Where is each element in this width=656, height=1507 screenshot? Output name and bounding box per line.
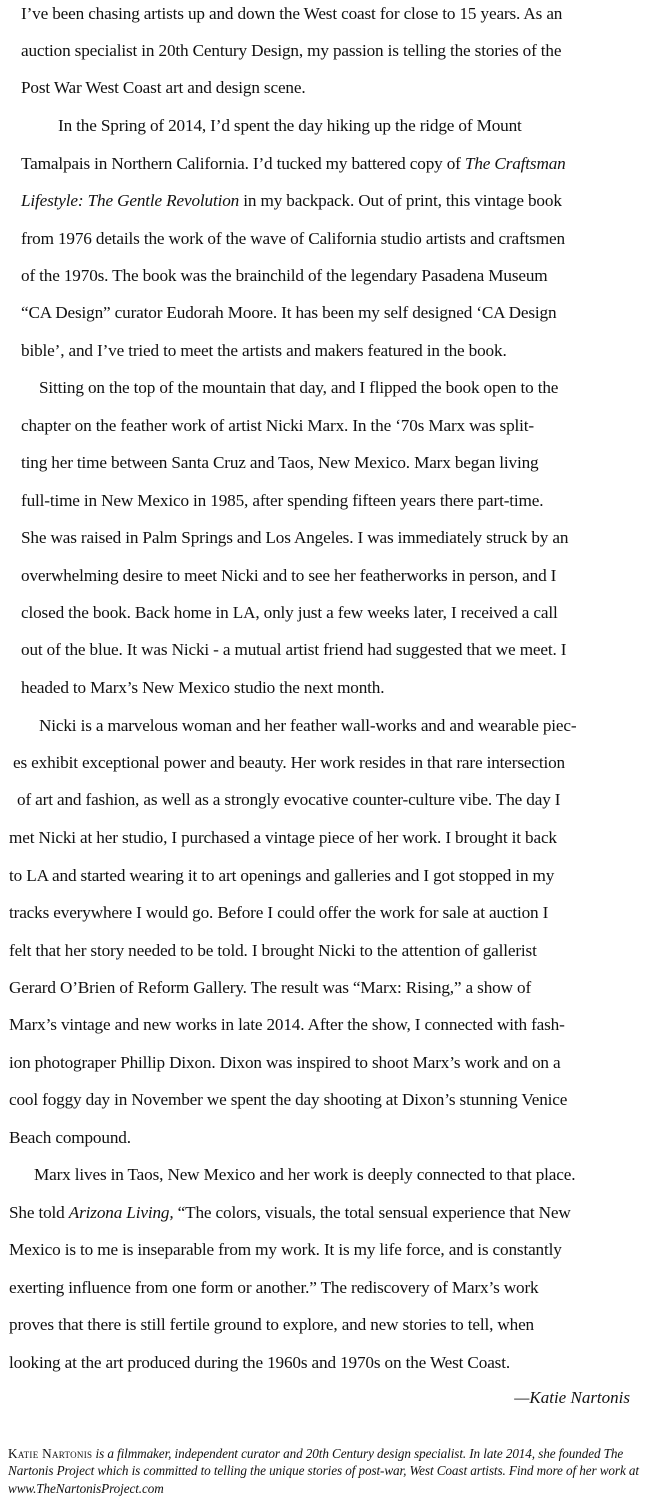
article-text: Tamalpais in Northern California. I’d tucked my battered copy of [21, 154, 461, 173]
article-line: In the Spring of 2014, I’d spent the day hiking up the ridge of Mount [58, 116, 522, 135]
article-line: Post War West Coast art and design scene. [21, 78, 306, 97]
article-line: I’ve been chasing artists up and down the West coast for close to 15 years. As an [21, 4, 563, 23]
article-line [21, 154, 566, 174]
book-title: The Craftsman [464, 154, 566, 173]
article-line: Marx’s vintage and new works in late 2014. After the show, I connected with fash- [9, 1015, 565, 1034]
article-line: tracks everywhere I would go. Before I could offer the work for sale at auction I [9, 903, 549, 922]
author-bio-text: is a filmmaker, independent curator and 20th Century design specialist. In late 2014, she founded The Nartonis Project which is committed to telling the unique stories of post-war, West Coast artists. Find more of her work at www.TheNartonisProject.com [8, 1446, 639, 1496]
article-line: closed the book. Back home in LA, only just a few weeks later, I received a call [21, 603, 558, 622]
article-line: chapter on the feather work of artist Nicki Marx. In the ‘70s Marx was split- [21, 416, 534, 435]
article-line: bible’, and I’ve tried to meet the artists and makers featured in the book. [21, 341, 507, 360]
article-line: exerting influence from one form or another.” The rediscovery of Marx’s work [9, 1278, 539, 1297]
article-line: ting her time between Santa Cruz and Taos, New Mexico. Marx began living [21, 453, 539, 472]
article-line: She was raised in Palm Springs and Los Angeles. I was immediately struck by an [21, 528, 569, 547]
article-text: “The colors, visuals, the total sensual experience that New [177, 1203, 571, 1222]
article-text: in my backpack. Out of print, this vintage book [243, 191, 562, 210]
article-line: cool foggy day in November we spent the day shooting at Dixon’s stunning Venice [9, 1090, 568, 1109]
article-line: overwhelming desire to meet Nicki and to see her featherworks in person, and I [21, 566, 557, 585]
article-line: auction specialist in 20th Century Design, my passion is telling the stories of the [21, 41, 562, 60]
article-line: “CA Design” curator Eudorah Moore. It has been my self designed ‘CA Design [21, 303, 557, 322]
article-line: of the 1970s. The book was the brainchild of the legendary Pasadena Museum [21, 266, 548, 285]
author-name: Katie Nartonis [8, 1446, 93, 1461]
article-line: to LA and started wearing it to art openings and galleries and I got stopped in my [9, 866, 555, 885]
article-line: proves that there is still fertile ground to explore, and new stories to tell, when [9, 1315, 535, 1334]
publication-title: Arizona Living, [68, 1203, 174, 1222]
article-line: out of the blue. It was Nicki - a mutual artist friend had suggested that we meet. I [21, 640, 567, 659]
article-line: headed to Marx’s New Mexico studio the next month. [21, 678, 385, 697]
article-line: Sitting on the top of the mountain that day, and I flipped the book open to the [39, 378, 559, 397]
article-line: of art and fashion, as well as a strongly evocative counter-culture vibe. The day I [17, 790, 561, 809]
article-line: Mexico is to me is inseparable from my work. It is my life force, and is constantly [9, 1240, 562, 1259]
article-line: ion photograper Phillip Dixon. Dixon was inspired to shoot Marx’s work and on a [9, 1053, 561, 1072]
author-byline: —Katie Nartonis [514, 1388, 630, 1407]
article-line: felt that her story needed to be told. I brought Nicki to the attention of gallerist [9, 941, 537, 960]
article-line: met Nicki at her studio, I purchased a vintage piece of her work. I brought it back [9, 828, 557, 847]
article-line: Gerard O’Brien of Reform Gallery. The result was “Marx: Rising,” a show of [9, 978, 532, 997]
article-line: Marx lives in Taos, New Mexico and her work is deeply connected to that place. [34, 1165, 576, 1184]
article-line: looking at the art produced during the 1960s and 1970s on the West Coast. [9, 1353, 510, 1372]
article-line: Beach compound. [9, 1128, 131, 1147]
book-title: Lifestyle: The Gentle Revolution [21, 191, 240, 210]
article-text: She told [9, 1203, 65, 1222]
article-line [9, 1203, 571, 1223]
author-bio [8, 1445, 650, 1497]
article-line: es exhibit exceptional power and beauty. Her work resides in that rare intersection [13, 753, 565, 772]
article-line: full-time in New Mexico in 1985, after spending fifteen years there part-time. [21, 491, 544, 510]
article-line: from 1976 details the work of the wave of California studio artists and craftsmen [21, 229, 565, 248]
article-line: Nicki is a marvelous woman and her feather wall-works and and wearable piec- [39, 716, 577, 735]
article-line [21, 191, 562, 211]
